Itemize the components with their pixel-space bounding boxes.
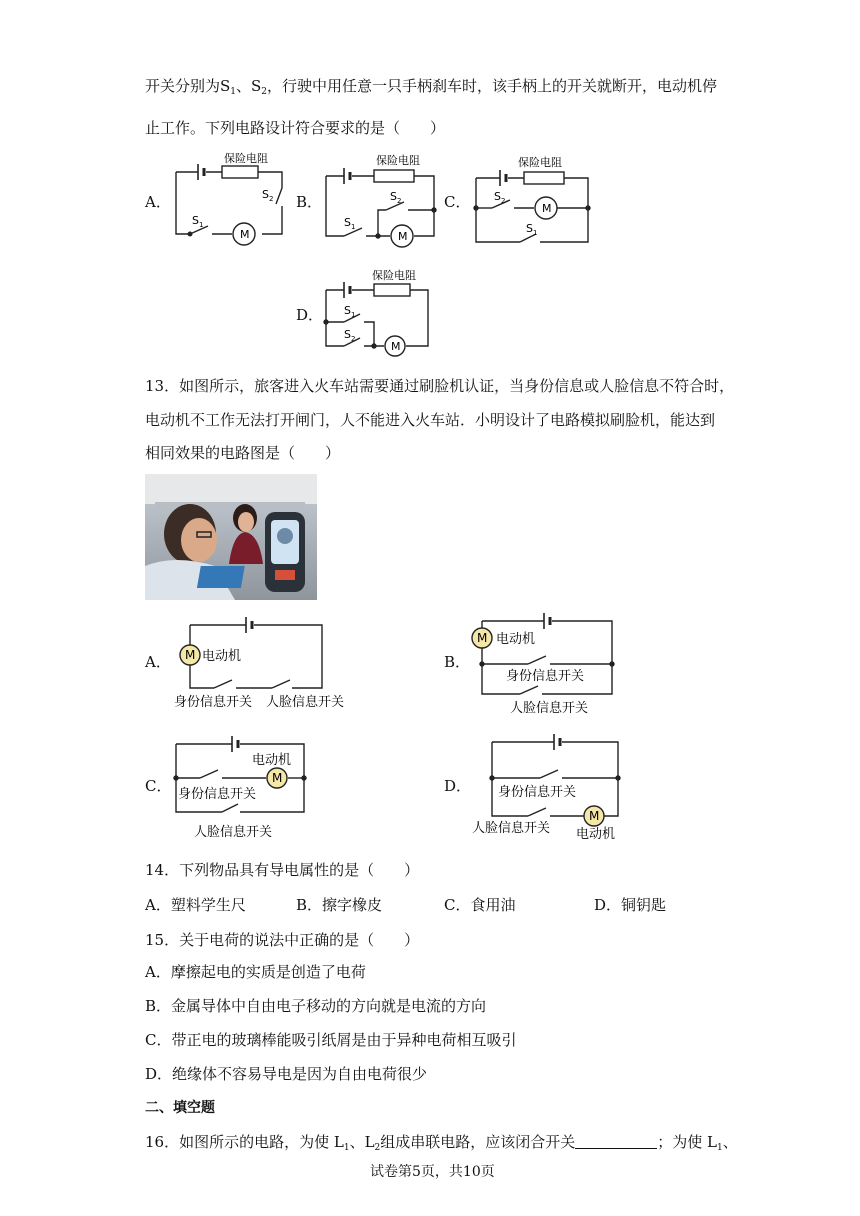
- svg-text:M: M: [240, 228, 250, 241]
- svg-text:1: 1: [533, 229, 538, 237]
- svg-text:2: 2: [397, 197, 402, 205]
- svg-text:保险电阻: 保险电阻: [376, 154, 420, 167]
- svg-text:身份信息开关: 身份信息开关: [498, 785, 577, 800]
- q15-option-a[interactable]: A．摩擦起电的实质是创造了电荷: [145, 963, 366, 981]
- svg-text:M: M: [398, 230, 408, 243]
- svg-text:S: S: [344, 328, 351, 341]
- q14-option-a[interactable]: A．塑料学生尺: [145, 896, 246, 914]
- svg-text:S: S: [344, 216, 351, 229]
- svg-text:S: S: [192, 214, 199, 227]
- svg-text:2: 2: [269, 195, 274, 203]
- svg-text:M: M: [391, 340, 401, 353]
- q15-stem: 15．关于电荷的说法中正确的是（ ）: [145, 931, 420, 949]
- q13-circuit-c: [170, 730, 320, 842]
- svg-text:M: M: [272, 771, 283, 785]
- q12-option-a[interactable]: A．: [145, 193, 171, 211]
- svg-text:保险电阻: 保险电阻: [518, 156, 562, 169]
- q13-option-b[interactable]: B．: [444, 653, 471, 671]
- svg-text:M: M: [477, 631, 488, 645]
- svg-text:人脸信息开关: 人脸信息开关: [194, 825, 273, 840]
- q12-option-d[interactable]: D．: [296, 306, 324, 324]
- q13-circuit-d: [470, 728, 630, 844]
- svg-text:电动机: 电动机: [496, 632, 536, 647]
- q13-circuit-a: [170, 608, 360, 716]
- q16-answer-blank[interactable]: [575, 1134, 657, 1149]
- q14-stem: 14．下列物品具有导电属性的是（ ）: [145, 861, 420, 879]
- svg-text:M: M: [589, 809, 600, 823]
- q12-option-b[interactable]: B．: [296, 193, 323, 211]
- face-scanner-photo: [145, 474, 317, 600]
- q12-option-c[interactable]: C．: [444, 193, 471, 211]
- svg-text:1: 1: [199, 221, 204, 229]
- q13-option-d[interactable]: D．: [444, 777, 472, 795]
- q13-circuit-b: [468, 606, 618, 716]
- svg-text:电动机: 电动机: [202, 649, 242, 664]
- q15-option-b[interactable]: B．金属导体中自由电子移动的方向就是电流的方向: [145, 997, 487, 1015]
- svg-text:2: 2: [501, 197, 506, 205]
- svg-text:2: 2: [351, 335, 356, 343]
- svg-text:S: S: [262, 188, 269, 201]
- q13-line1: 13．如图所示，旅客进入火车站需要通过刷脸机认证，当身份信息或人脸信息不符合时，: [145, 377, 735, 395]
- svg-text:M: M: [185, 648, 196, 662]
- svg-text:1: 1: [351, 311, 356, 319]
- q13-option-a[interactable]: A．: [145, 653, 171, 671]
- svg-text:S: S: [344, 304, 351, 317]
- svg-text:保险电阻: 保险电阻: [224, 152, 268, 165]
- q14-option-d[interactable]: D．铜钥匙: [594, 896, 667, 914]
- q14-option-c[interactable]: C．食用油: [444, 896, 516, 914]
- svg-text:M: M: [542, 202, 552, 215]
- svg-text:电动机: 电动机: [576, 827, 616, 842]
- q12-circuit-b: [320, 150, 445, 255]
- q15-option-c[interactable]: C．带正电的玻璃棒能吸引纸屑是由于异种电荷相互吸引: [145, 1031, 517, 1049]
- svg-text:身份信息开关: 身份信息开关: [174, 695, 253, 710]
- q15-option-d[interactable]: D．绝缘体不容易导电是因为自由电荷很少: [145, 1065, 428, 1083]
- svg-text:S: S: [494, 190, 501, 203]
- q12-circuit-a: [170, 150, 295, 250]
- svg-text:人脸信息开关: 人脸信息开关: [472, 821, 551, 836]
- svg-text:身份信息开关: 身份信息开关: [506, 669, 585, 684]
- q13-option-c[interactable]: C．: [145, 777, 172, 795]
- q12-circuit-d: [320, 266, 440, 361]
- q14-option-b[interactable]: B．擦字橡皮: [296, 896, 383, 914]
- svg-text:人脸信息开关: 人脸信息开关: [510, 701, 589, 716]
- svg-text:人脸信息开关: 人脸信息开关: [266, 695, 345, 710]
- svg-text:身份信息开关: 身份信息开关: [178, 787, 257, 802]
- svg-text:电动机: 电动机: [252, 753, 292, 768]
- q12-line2: 止工作。下列电路设计符合要求的是（ ）: [145, 119, 446, 137]
- svg-text:保险电阻: 保险电阻: [372, 269, 416, 282]
- q16-stem: 16．如图所示的电路，为使 $L_1$、$L_2$组成串联电路，应该闭合开关 ；为使 $L_1$、: [145, 1133, 738, 1153]
- q13-line3: 相同效果的电路图是（ ）: [145, 444, 341, 462]
- section-title: 二、填空题: [145, 1100, 215, 1116]
- q12-circuit-c: [470, 150, 595, 250]
- svg-text:1: 1: [351, 223, 356, 231]
- svg-text:S: S: [390, 190, 397, 203]
- q12-line1: 开关分别为$S_1$、$S_2$，行驶中用任意一只手柄刹车时，该手柄上的开关就断开，电动机停: [145, 77, 718, 97]
- page-footer: 试卷第5页，共10页: [370, 1164, 495, 1180]
- q13-line2: 电动机不工作无法打开闸门，人不能进入火车站．小明设计了电路模拟刷脸机，能达到: [145, 411, 716, 429]
- svg-text:S: S: [526, 222, 533, 235]
